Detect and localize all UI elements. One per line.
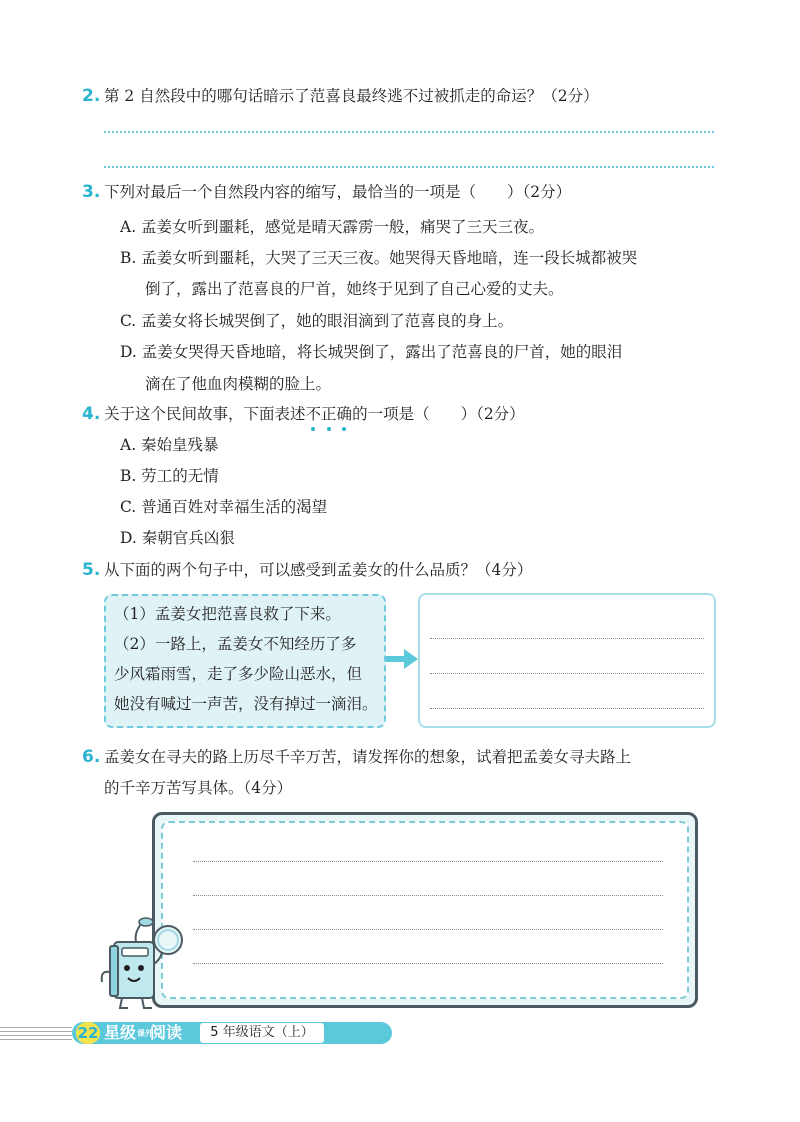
question-4-text-before: 关于这个民间故事，下面表述	[104, 405, 306, 423]
question-5-text: 从下面的两个句子中，可以感受到孟姜女的什么品质？（4分）	[104, 561, 533, 579]
emphasis-char: 正	[321, 402, 337, 426]
writing-area[interactable]	[161, 821, 689, 999]
page-number: 22	[77, 1024, 99, 1042]
brand-text-2: 阅读	[150, 1023, 183, 1042]
writing-line[interactable]	[193, 861, 663, 862]
question-2-number: 2.	[82, 86, 101, 106]
emphasis-char: 确	[337, 402, 353, 426]
question-6-line-2: 的千辛万苦写具体。（4分）	[104, 779, 293, 797]
quote-line: 她没有喊过一声苦，没有掉过一滴泪。	[114, 695, 378, 713]
grade-label: 5 年级语文（上）	[200, 1023, 324, 1043]
quote-line: 少风霜雨雪，走了多少险山恶水，但	[114, 665, 363, 683]
question-6	[82, 745, 631, 769]
question-3	[82, 180, 571, 204]
option-d: D. 秦朝官兵凶狠	[120, 529, 235, 547]
arrow-right-icon	[386, 649, 418, 669]
option-c: C. 孟姜女将长城哭倒了，她的眼泪滴到了范喜良的身上。	[120, 312, 514, 330]
option-b: B. 孟姜女听到噩耗，大哭了三天三夜。她哭得天昏地暗，连一段长城都被哭	[120, 249, 638, 267]
question-4-number: 4.	[82, 404, 101, 424]
question-4-text-after: 的一项是（ ）（2分）	[352, 405, 525, 423]
question-4	[82, 402, 525, 426]
answer-line[interactable]	[430, 708, 704, 709]
option-c: C. 普通百姓对幸福生活的渴望	[120, 498, 328, 516]
brand-text: 星级	[104, 1023, 137, 1042]
answer-line[interactable]	[104, 166, 714, 168]
writing-line[interactable]	[193, 963, 663, 964]
question-5	[82, 558, 532, 582]
book-mascot-icon	[96, 912, 188, 1012]
answer-line[interactable]	[430, 638, 704, 639]
option-b-continued: 倒了，露出了范喜良的尸首，她终于见到了自己心爱的丈夫。	[145, 280, 564, 298]
brand-logo	[104, 1021, 182, 1045]
answer-line[interactable]	[430, 673, 704, 674]
option-a: A. 孟姜女听到噩耗，感觉是晴天霹雳一般，痛哭了三天三夜。	[120, 218, 545, 236]
option-b: B. 劳工的无情	[120, 467, 219, 485]
question-6-line-1: 孟姜女在寻夫的路上历尽千辛万苦，请发挥你的想象，试着把孟姜女寻夫路上	[104, 748, 632, 766]
question-3-text: 下列对最后一个自然段内容的缩写，最恰当的一项是（ ）（2分）	[104, 183, 572, 201]
emphasis-char: 不	[306, 402, 322, 426]
quote-box	[104, 594, 386, 728]
footer-stripes	[0, 1025, 72, 1041]
question-5-number: 5.	[82, 560, 101, 580]
quote-line: （1）孟姜女把范喜良救了下来。	[114, 605, 341, 623]
option-d: D. 孟姜女哭得天昏地暗，将长城哭倒了，露出了范喜良的尸首，她的眼泪	[120, 343, 623, 361]
answer-box[interactable]	[418, 593, 716, 728]
option-a: A. 秦始皇残暴	[120, 436, 219, 454]
option-d-continued: 滴在了他血肉模糊的脸上。	[145, 375, 332, 393]
writing-line[interactable]	[193, 929, 663, 930]
question-2	[82, 84, 599, 108]
quote-line: （2）一路上，孟姜女不知经历了多	[114, 635, 357, 653]
question-3-number: 3.	[82, 182, 101, 202]
writing-line[interactable]	[193, 895, 663, 896]
brand-small-text: 课外	[137, 1029, 154, 1038]
writing-frame	[152, 812, 698, 1008]
question-6-number: 6.	[82, 747, 101, 767]
question-2-text: 第 2 自然段中的哪句话暗示了范喜良最终逃不过被抓走的命运？（2分）	[104, 87, 599, 105]
answer-line[interactable]	[104, 131, 714, 133]
